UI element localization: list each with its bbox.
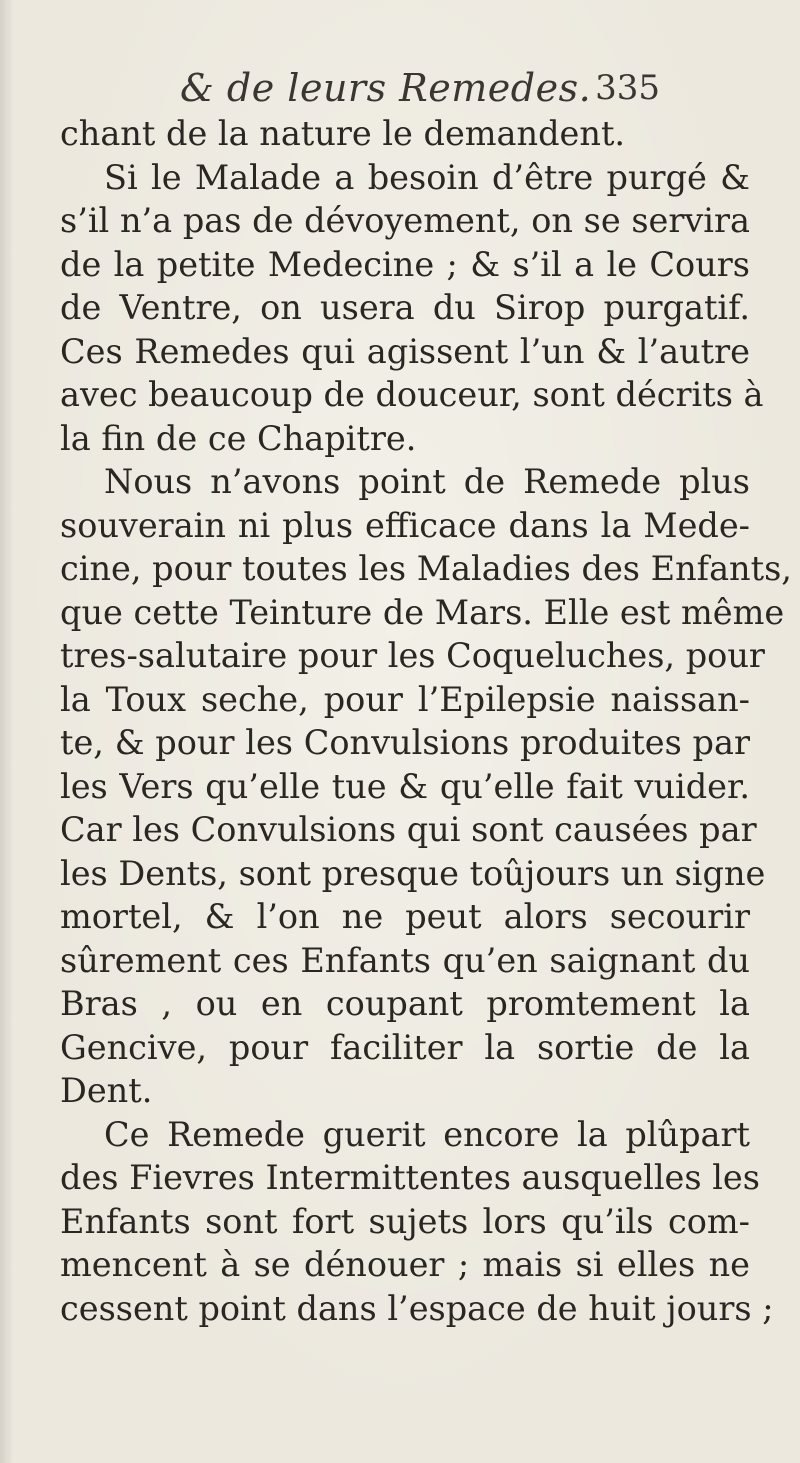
- text-line: Dent.: [60, 1071, 153, 1110]
- text-line: s’il n’a pas de dévoyement, on se servira: [60, 201, 750, 240]
- text-line: chant de la nature le demandent.: [60, 114, 626, 153]
- text-line: Bras , ou en coupant promtement la: [60, 984, 750, 1023]
- text-line: des Fievres Intermittentes ausquelles les: [60, 1158, 760, 1197]
- text-line: Ces Remedes qui agissent l’un & l’autre: [60, 331, 750, 371]
- text-line: les Vers qu’elle tue & qu’elle fait vuider.: [60, 766, 750, 806]
- page-number: 335: [595, 68, 660, 108]
- text-line: Si le Malade a besoin d’être purgé &: [104, 157, 750, 197]
- page-header: [180, 66, 660, 116]
- text-line: te, & pour les Convulsions produites par: [60, 723, 750, 762]
- text-line: Car les Convulsions qui sont causées par: [60, 810, 757, 849]
- text-line: souverain ni plus efficace dans la Mede-: [60, 505, 750, 545]
- text-line: cine, pour toutes les Maladies des Enfants,: [60, 549, 792, 588]
- text-line: la Toux seche, pour l’Epilepsie naissan-: [60, 679, 750, 719]
- body-text: [60, 112, 792, 1330]
- gutter-shadow: [0, 0, 14, 1463]
- text-line: tres-salutaire pour les Coqueluches, pour: [60, 636, 765, 675]
- text-line: avec beaucoup de douceur, sont décrits à: [60, 375, 764, 414]
- text-line: de Ventre, on usera du Sirop purgatif.: [60, 288, 750, 327]
- text-line: Enfants sont fort sujets lors qu’ils com-: [60, 1201, 750, 1241]
- running-head: & de leurs Remedes.: [180, 66, 592, 110]
- text-line: Nous n’avons point de Remede plus: [104, 462, 750, 501]
- text-line: mencent à se dénouer ; mais si elles ne: [60, 1245, 750, 1284]
- text-line: les Dents, sont presque toûjours un signe: [60, 853, 766, 893]
- text-line: cessent point dans l’espace de huit jours ;: [60, 1288, 774, 1328]
- text-line: Gencive, pour faciliter la sortie de la: [60, 1027, 750, 1067]
- text-line: que cette Teinture de Mars. Elle est même: [60, 592, 785, 632]
- text-line: la fin de ce Chapitre.: [60, 418, 417, 458]
- text-line: mortel, & l’on ne peut alors secourir: [60, 897, 750, 936]
- text-line: sûrement ces Enfants qu’en saignant du: [60, 940, 750, 980]
- text-line: Ce Remede guerit encore la plûpart: [104, 1114, 750, 1154]
- text-line: de la petite Medecine ; & s’il a le Cours: [60, 244, 750, 284]
